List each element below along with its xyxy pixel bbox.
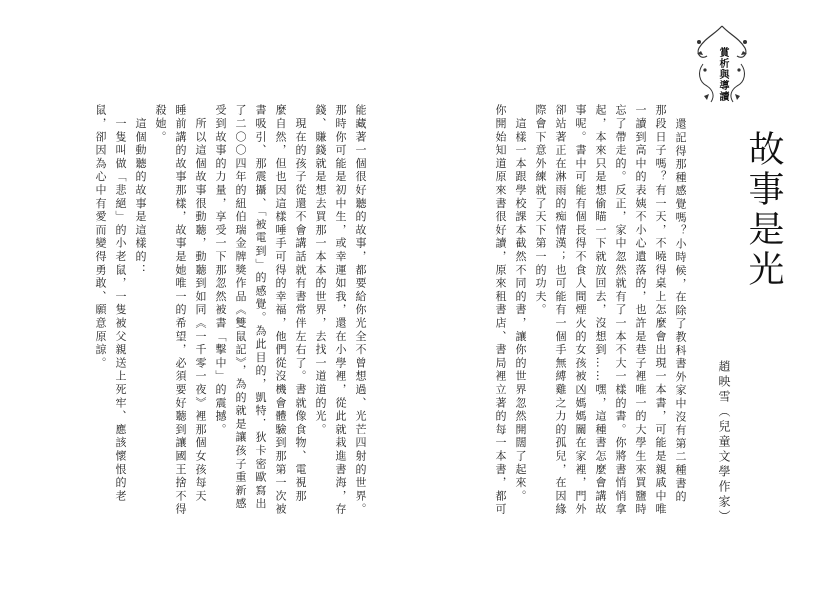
body-column: 殺她。 — [154, 104, 167, 144]
body-column: 受到故事的力量，享受一下那忽然被書「擊中」的震撼。 — [214, 104, 227, 437]
page-title: 故事是光 — [743, 130, 784, 290]
body-column: 你開始知道原來書很好讀，原來租書店、書局裡立著的每一本書，都可 — [494, 104, 507, 517]
body-column: 書吸引、那震攝、「被電到」的感覺。為此目的，凱特．狄卡密歐寫出 — [254, 104, 267, 511]
body-column: 了二〇〇四年的紐伯瑞金牌獎作品《雙鼠記》，為的就是讓孩子重新感 — [234, 104, 247, 511]
author-credit: 趙映雪（兒童文學作家） — [717, 360, 731, 525]
body-column: 際會下意外練就了天下第一的功夫。 — [534, 104, 547, 317]
body-column: 那時你可能是初中生，或幸運如我，還在小學裡，從此就栽進書海，存 — [334, 104, 347, 517]
body-column: 事呢。書中可能有個長得不食人間煙火的女孩被凶媽媽關在家裡，門外 — [574, 104, 587, 517]
body-column: 一隻叫做「悲絕」的小老鼠，一隻被父親送上死牢、應該懷恨的老 — [114, 104, 127, 503]
body-column: 起，本來只是想偷瞄一下就放回去，沒想到……嘿，這種書怎麼會講故 — [594, 104, 607, 517]
body-column: 所以這個故事很動聽，動聽到如同《一千零一夜》裡那個女孩每天 — [194, 104, 207, 503]
body-column: 現在的孩子從還不會講話就有書常伴左右了。書就像食物、電視那 — [294, 104, 307, 503]
body-column: 麼自然，但也因這樣唾手可得的幸福，他們從沒機會體驗到那第一次被 — [274, 104, 287, 517]
body-column: 那段日子嗎？有一天，不曉得桌上怎麼會出現一本書，可能是親戚中唯 — [654, 104, 667, 517]
body-column: 能藏著一個很好聽的故事，都要給你光全不曾想過、光芒四射的世界。 — [354, 104, 367, 517]
body-column: 這個動聽的故事是這樣的： — [134, 104, 147, 277]
body-column: 錢、賺錢就是想去買那一本本的世界，去找一道道的光。 — [314, 104, 327, 437]
body-column: 一讀到高中的表姨不小心遺落的，也許是巷子裡唯一的大學生來買鹽時 — [634, 104, 647, 517]
series-logo-text: 賞析與導讀 — [714, 46, 730, 103]
body-column: 忘了帶走的。反正，家中忽然就有了一本不大一樣的書。你將書悄悄拿 — [614, 104, 627, 517]
body-column: 卻站著正在淋雨的痴情漢；也可能有一個手無縛雞之力的孤兒，在因緣 — [554, 104, 567, 517]
body-column: 還記得那種感覺嗎？小時候，在除了教科書外家中沒有第二種書的 — [674, 118, 687, 504]
body-column: 睡前講的故事那樣，故事是她唯一的希望，必須要好聽到讓國王捨不得 — [174, 104, 187, 517]
body-column: 鼠，卻因為心中有愛而變得勇敢、願意原諒。 — [94, 104, 107, 370]
body-column: 這樣一本跟學校課本截然不同的書，讓你的世界忽然開闊了起來。 — [514, 104, 527, 503]
